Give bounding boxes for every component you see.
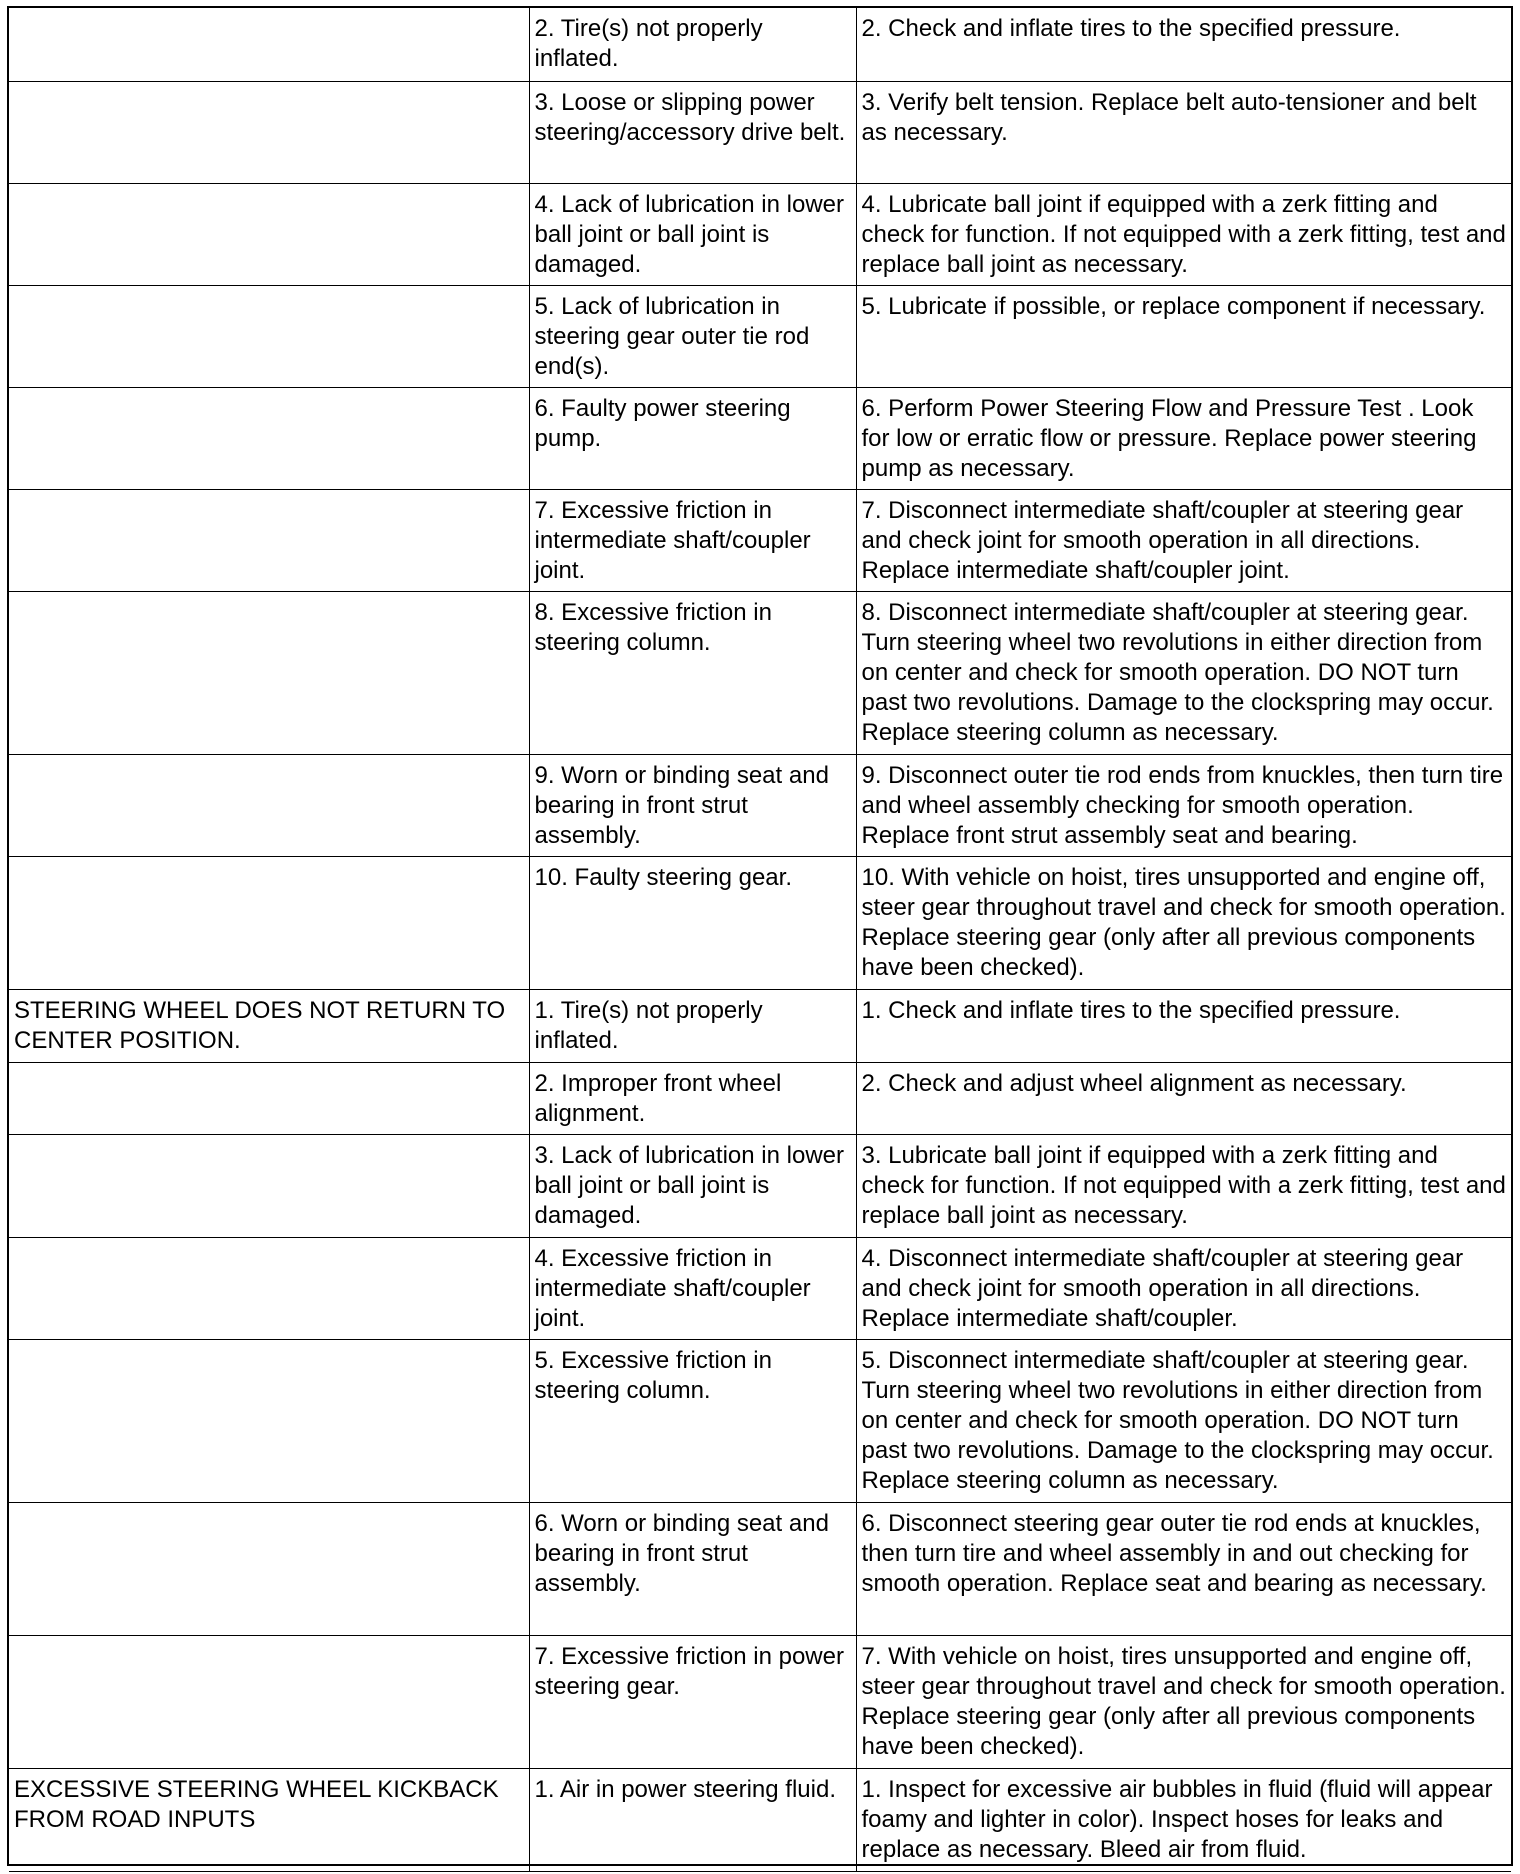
table-row — [9, 1062, 1511, 1134]
correction-cell: 9. Disconnect outer tie rod ends from knuckles, then turn tire and wheel assembly checking for smooth operation. Replace front strut assembly seat and bearing. — [856, 754, 1511, 856]
cause-cell: 3. Lack of lubrication in lower ball joint or ball joint is damaged. — [529, 1134, 856, 1237]
cause-cell: 5. Excessive friction in steering column. — [529, 1339, 856, 1502]
table-row — [9, 489, 1511, 591]
condition-cell — [9, 8, 529, 81]
cause-cell: 6. Worn or binding seat and bearing in front strut assembly. — [529, 1502, 856, 1635]
condition-cell — [9, 387, 529, 489]
table-row — [9, 81, 1511, 183]
table-row — [9, 285, 1511, 387]
condition-cell — [9, 1502, 529, 1635]
correction-cell: 4. Lubricate ball joint if equipped with a zerk fitting and check for function. If not equipped with a zerk fitting, test and replace ball joint as necessary. — [856, 183, 1511, 285]
table-row — [9, 1134, 1511, 1237]
correction-cell: 5. Lubricate if possible, or replace component if necessary. — [856, 285, 1511, 387]
cause-cell: 5. Lack of lubrication in steering gear outer tie rod end(s). — [529, 285, 856, 387]
correction-cell: 3. Lubricate ball joint if equipped with a zerk fitting and check for function. If not equipped with a zerk fitting, test and replace ball joint as necessary. — [856, 1134, 1511, 1237]
correction-cell: 2. Check and inflate tires to the specified pressure. — [856, 8, 1511, 81]
condition-cell: EXCESSIVE STEERING WHEEL KICKBACK FROM ROAD INPUTS — [9, 1768, 529, 1871]
condition-cell — [9, 1237, 529, 1339]
correction-cell: 2. Check and adjust wheel alignment as necessary. — [856, 1062, 1511, 1134]
condition-cell: STEERING WHEEL DOES NOT RETURN TO CENTER POSITION. — [9, 989, 529, 1062]
condition-cell — [9, 1635, 529, 1768]
condition-cell — [9, 1062, 529, 1134]
condition-cell — [9, 183, 529, 285]
table-row — [9, 856, 1511, 989]
cause-cell: 10. Faulty steering gear. — [529, 856, 856, 989]
correction-cell: 6. Perform Power Steering Flow and Pressure Test . Look for low or erratic flow or pressure. Replace power steering pump as necessary. — [856, 387, 1511, 489]
cause-cell: 7. Excessive friction in power steering gear. — [529, 1635, 856, 1768]
correction-cell: 6. Disconnect steering gear outer tie rod ends at knuckles, then turn tire and wheel assembly in and out checking for smooth operation. Replace seat and bearing as necessary. — [856, 1502, 1511, 1635]
condition-cell — [9, 1134, 529, 1237]
condition-cell — [9, 285, 529, 387]
cause-cell: 6. Faulty power steering pump. — [529, 387, 856, 489]
correction-cell: 10. With vehicle on hoist, tires unsupported and engine off, steer gear throughout travel and check for smooth operation. Replace steering gear (only after all previous components have been checked). — [856, 856, 1511, 989]
table-row — [9, 8, 1511, 81]
table-row — [9, 754, 1511, 856]
correction-cell: 5. Disconnect intermediate shaft/coupler at steering gear. Turn steering wheel two revolutions in either direction from on center and check for smooth operation. DO NOT turn past two revolutions. Damage to the clockspring may occur. Replace steering column as necessary. — [856, 1339, 1511, 1502]
cause-cell: 7. Excessive friction in intermediate shaft/coupler joint. — [529, 489, 856, 591]
condition-cell — [9, 754, 529, 856]
cause-cell: 9. Worn or binding seat and bearing in front strut assembly. — [529, 754, 856, 856]
correction-cell: 7. Disconnect intermediate shaft/coupler at steering gear and check joint for smooth operation in all directions. Replace intermediate shaft/coupler joint. — [856, 489, 1511, 591]
cause-cell: 2. Improper front wheel alignment. — [529, 1062, 856, 1134]
cause-cell: 8. Excessive friction in steering column. — [529, 591, 856, 754]
table-row — [9, 1635, 1511, 1768]
cause-cell: 1. Tire(s) not properly inflated. — [529, 989, 856, 1062]
correction-cell: 4. Disconnect intermediate shaft/coupler at steering gear and check joint for smooth operation in all directions. Replace intermediate shaft/coupler. — [856, 1237, 1511, 1339]
diagnosis-page — [7, 6, 1513, 1866]
cause-cell: 4. Excessive friction in intermediate shaft/coupler joint. — [529, 1237, 856, 1339]
condition-cell — [9, 1339, 529, 1502]
cause-cell: 2. Tire(s) not properly inflated. — [529, 8, 856, 81]
cause-cell: 4. Lack of lubrication in lower ball joint or ball joint is damaged. — [529, 183, 856, 285]
diagnosis-table-body — [9, 8, 1511, 1871]
diagnosis-table — [9, 8, 1511, 1872]
table-row — [9, 1339, 1511, 1502]
table-row — [9, 387, 1511, 489]
table-row — [9, 989, 1511, 1062]
condition-cell — [9, 81, 529, 183]
correction-cell: 7. With vehicle on hoist, tires unsupported and engine off, steer gear throughout travel and check for smooth operation. Replace steering gear (only after all previous components have been checked). — [856, 1635, 1511, 1768]
table-row — [9, 1237, 1511, 1339]
correction-cell: 1. Check and inflate tires to the specified pressure. — [856, 989, 1511, 1062]
table-row — [9, 1502, 1511, 1635]
cause-cell: 1. Air in power steering fluid. — [529, 1768, 856, 1871]
table-row — [9, 183, 1511, 285]
condition-cell — [9, 856, 529, 989]
correction-cell: 3. Verify belt tension. Replace belt auto-tensioner and belt as necessary. — [856, 81, 1511, 183]
condition-cell — [9, 489, 529, 591]
cause-cell: 3. Loose or slipping power steering/accessory drive belt. — [529, 81, 856, 183]
table-row — [9, 591, 1511, 754]
correction-cell: 8. Disconnect intermediate shaft/coupler at steering gear. Turn steering wheel two revolutions in either direction from on center and check for smooth operation. DO NOT turn past two revolutions. Damage to the clockspring may occur. Replace steering column as necessary. — [856, 591, 1511, 754]
condition-cell — [9, 591, 529, 754]
table-row — [9, 1768, 1511, 1871]
correction-cell: 1. Inspect for excessive air bubbles in fluid (fluid will appear foamy and lighter in color). Inspect hoses for leaks and replace as necessary. Bleed air from fluid. — [856, 1768, 1511, 1871]
